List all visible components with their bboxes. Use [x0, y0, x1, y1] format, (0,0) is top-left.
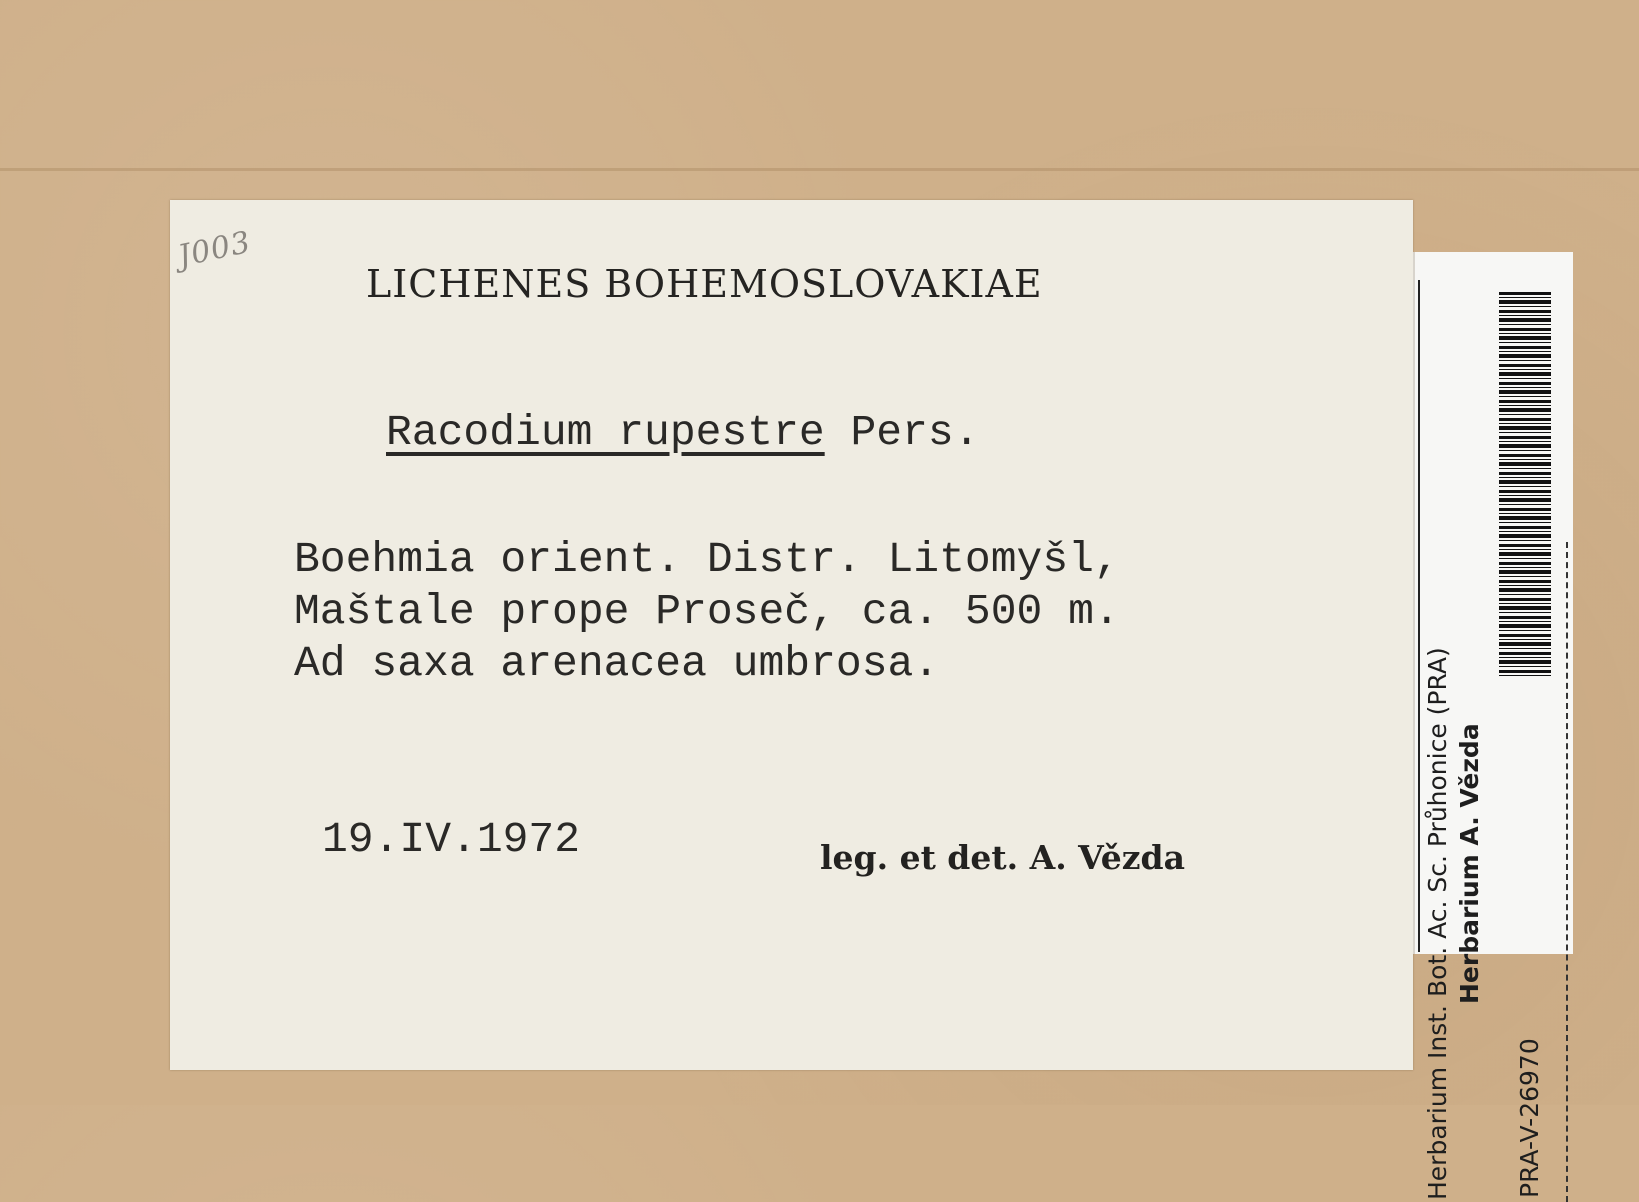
locality-line: Maštale prope Proseč, ca. 500 m.: [294, 587, 1120, 636]
institution-label: [1413, 252, 1573, 1200]
locality: [294, 534, 1120, 690]
divider: [1418, 280, 1420, 952]
taxon-author: Pers.: [850, 408, 980, 457]
dashed-divider: [1566, 542, 1568, 1202]
collector: leg. et det. A. Vězda: [820, 838, 1185, 877]
herbarium-name: Herbarium A. Vězda: [1455, 723, 1484, 1004]
handwritten-number: J003: [175, 224, 255, 275]
locality-line: Ad saxa arenacea umbrosa.: [294, 639, 940, 688]
institution-name: Herbarium Inst. Bot. Ac. Sc. Průhonice (PRA): [1423, 647, 1452, 1200]
taxon: [386, 408, 980, 457]
sheet-fold-line: [0, 168, 1639, 171]
taxon-name: Racodium rupestre: [386, 408, 825, 457]
series-title: LICHENES BOHEMOSLOVAKIAE: [366, 262, 1043, 306]
catalog-number: PRA-V-26970: [1515, 1038, 1544, 1198]
barcode-icon: [1499, 292, 1551, 678]
collection-date: 19.IV.1972: [322, 815, 581, 864]
locality-line: Boehmia orient. Distr. Litomyšl,: [294, 535, 1120, 584]
